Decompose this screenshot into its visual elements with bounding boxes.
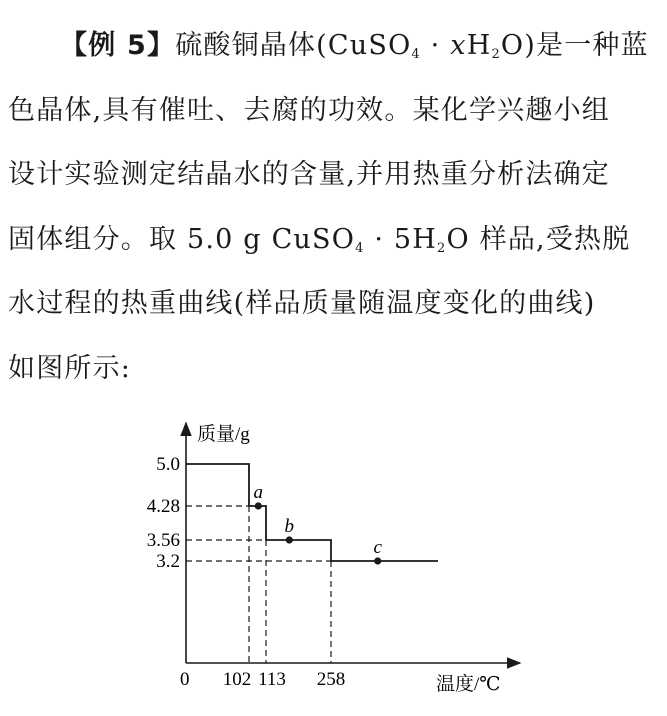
point-label-b: b: [284, 516, 295, 537]
point-label-c: c: [373, 537, 382, 558]
point-c: [374, 557, 381, 564]
problem-line-2: 色晶体,具有催吐、去腐的功效。某化学兴趣小组: [8, 94, 610, 126]
example-tag: 【例 5】: [60, 30, 176, 61]
point-label-a: a: [253, 482, 264, 503]
point-b: [286, 536, 293, 543]
problem-line-1: 【例 5】硫酸铜晶体(CuSO$_4$ · $xH_2O$)是一种蓝: [60, 30, 649, 62]
problem-line-5: 水过程的热重曲线(样品质量随温度变化的曲线): [8, 288, 596, 319]
problem-line-4: 固体组分。取 5.0 g CuSO$_4$ · $5H_2O$ 样品,受热脱: [8, 223, 631, 256]
mass-curve: [186, 464, 438, 561]
y-tick-label-3: 3.56: [146, 530, 180, 551]
y-tick-label-1: 5.0: [156, 454, 180, 475]
x-axis-label: 温度/℃: [436, 674, 501, 695]
problem-line-3: 设计实验测定结晶水的含量,并用热重分析法确定: [8, 159, 610, 190]
thermogravimetric-chart: [0, 400, 667, 716]
point-a: [255, 502, 262, 509]
x-tick-label-1: 102: [222, 669, 252, 690]
problem-text: [8, 14, 663, 401]
x-tick-label-2: 113: [258, 669, 286, 690]
y-tick-label-2: 4.28: [146, 496, 180, 517]
problem-line-6: 如图所示:: [8, 352, 132, 384]
y-axis-label: 质量/g: [197, 424, 250, 445]
origin-label: 0: [180, 669, 190, 690]
y-tick-label-4: 3.2: [156, 551, 180, 572]
x-tick-label-3: 258: [316, 669, 346, 690]
